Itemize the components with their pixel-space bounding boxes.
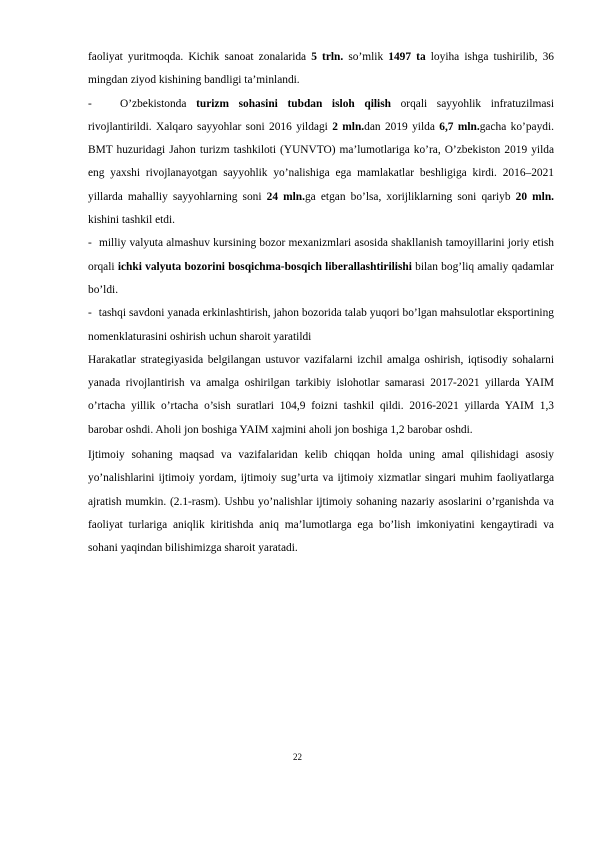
bold-text-run: 2 mln. <box>332 120 365 133</box>
text-run: faoliyat yuritmoqda. Kichik sanoat zonalarida <box>88 51 312 63</box>
bold-text-run: 1497 ta <box>388 51 426 63</box>
text-run: Harakatlar strategiyasida belgilangan ustuvor vazifalarni izchil amalga oshirish, iqtisodiy sohalarni yanada rivojlantirish va amalga oshirilgan tarkibiy islohotlar samarasi 2017-2021 yillarda YAIM o’rtacha yillik o’rtacha o’sish suratlari 104,9 foizni tashkil qildi. 2016-2021 yillarda YAIM 1,3 barobar oshdi. Aholi jon boshiga YAIM xajmini aholi jon boshiga 1,2 barobar oshdi. <box>88 353 554 436</box>
text-run: ga etgan bo’lsa, xorijliklarning soni qariyb <box>304 190 516 203</box>
text-run: kishini tashkil etdi. <box>88 214 176 227</box>
text-run: O’zbekistonda <box>120 97 197 110</box>
text-run: so’mlik <box>343 51 389 63</box>
paragraph-gdp-growth <box>88 349 554 442</box>
main-text-block <box>88 46 554 442</box>
list-dash: - <box>88 307 92 320</box>
paragraph-tourism <box>88 93 554 233</box>
bold-text-run: turizm sohasini tubdan isloh qilish <box>196 97 391 110</box>
paragraph-social-sector <box>88 444 554 560</box>
text-run: orqali sayyohlik infratuzilmasi rivojlantirildi. Xalqaro sayyohlar soni 2016 yildagi <box>88 97 554 133</box>
text-run: gacha ko’paydi. BMT huzuridagi Jahon turizm tashkiloti (YUNVTO) ma’lumotlariga ko’ra, O’zbekiston 2019 yilda eng yaxshi rivojlanayotgan sayyohlik yo’nalishiga ega mamlakatlar beshligiga kirdi. 2016–2021 yillarda mahalliy sayyohlarning soni <box>88 120 554 203</box>
bold-text-run: ichki valyuta bozorini bosqichma-bosqich liberallashtirilishi <box>117 260 412 273</box>
list-dash: - <box>88 237 92 250</box>
social-sector-text-block <box>88 444 554 560</box>
text-run: tashqi savdoni yanada erkinlashtirish, jahon bozorida talab yuqori bo’lgan mahsulotlar eksportining nomenklaturasini oshirish uchun sharoit yaratildi <box>88 307 554 343</box>
bold-text-run: 5 trln. <box>311 51 344 63</box>
text-run: bilan bog’liq amaliy qadamlar bo’ldi. <box>88 260 554 296</box>
paragraph-economic-zones <box>88 46 554 93</box>
list-dash: - <box>88 97 92 110</box>
paragraph-currency-market <box>88 232 554 302</box>
text-run: Ijtimoiy sohaning maqsad va vazifalaridan kelib chiqqan holda uning amal qilishidagi asosiy yo’nalishlarini ijtimoiy yordam, ijtimoiy sug’urta va ijtimoiy xizmatlar singari muhim faoliyatlarga ajratish mumkin. (2.1-rasm). Ushbu yo’nalishlar ijtimoiy sohaning nazariy asoslarini o’rganishda va faoliyat turlariga aniqlik kiritishda aniq ma’lumotlarga ega bo’lish imkoniyatini kengaytiradi va sohani yaqindan bilishimizga sharoit yaratadi. <box>88 449 554 555</box>
text-run: dan 2019 yilda <box>364 120 440 133</box>
text-run: milliy valyuta almashuv kursining bozor mexanizmlari asosida shakllanish tamoyillarini joriy etish orqali <box>88 237 554 273</box>
bold-text-run: 24 mln. <box>266 190 305 203</box>
bold-text-run: 6,7 mln. <box>439 120 480 133</box>
paragraph-foreign-trade <box>88 302 554 349</box>
text-run: loyiha ishga tushirilib, 36 mingdan ziyod kishining bandligi ta’minlandi. <box>88 51 554 87</box>
bold-text-run: 20 mln. <box>515 190 555 203</box>
page-number: 22 <box>293 752 302 762</box>
